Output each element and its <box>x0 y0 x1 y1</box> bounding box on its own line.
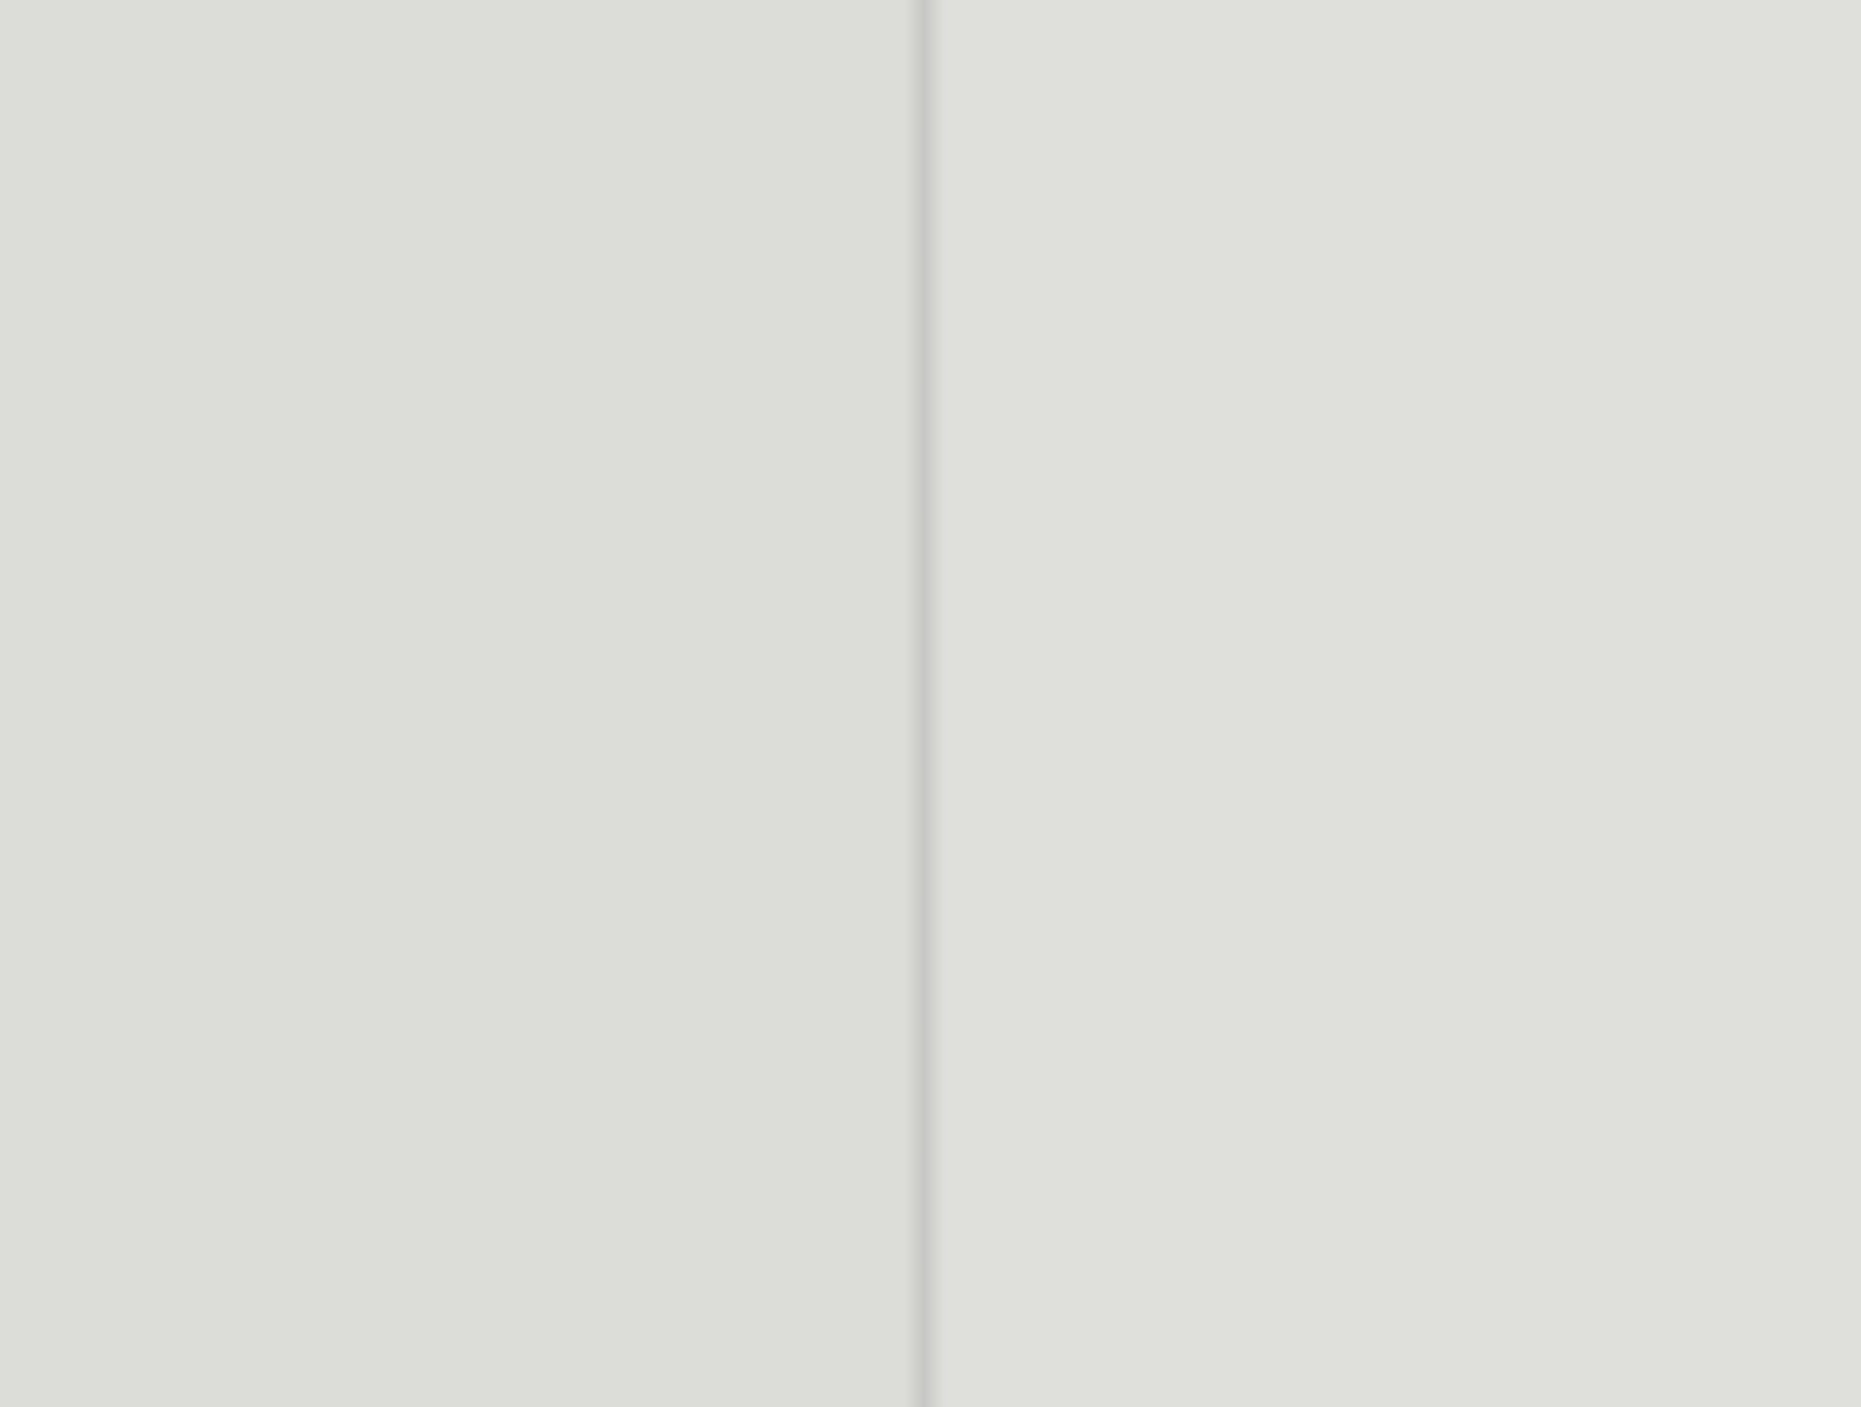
book-gutter <box>905 0 945 1407</box>
left-page <box>0 0 925 1407</box>
right-page <box>925 0 1861 1407</box>
